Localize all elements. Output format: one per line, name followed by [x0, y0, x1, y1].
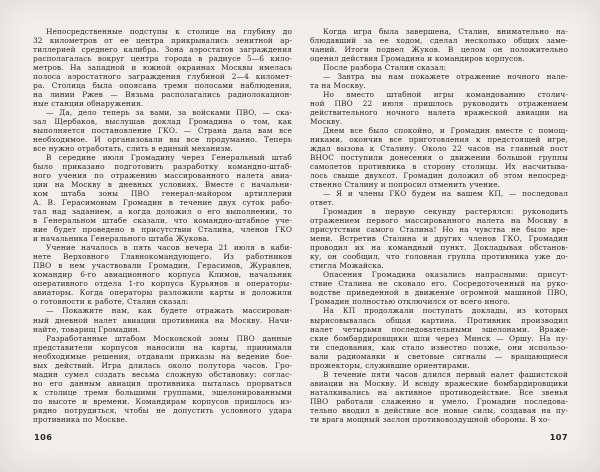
text-line: необходимые решения, отдавали приказы на ведение бое- [33, 351, 292, 361]
text-line: командир 6-го авиационного корпуса Климов, начальник [33, 270, 292, 280]
text-line: ный дневной налет авиации противника на Москву. Начи- [33, 315, 292, 325]
text-line: — Покажите нам, как будете отражать массирован- [46, 306, 292, 316]
text-line: оценил действия Громадина и командиров корпусов. [310, 54, 525, 64]
text-line: Разработанные штабом Московской зоны ПВО данные [46, 333, 292, 343]
text-line: действительного ночного налета вражеской авиации на [310, 108, 568, 118]
page-left-text-block [33, 27, 292, 424]
text-line: Непосредственные подступы к столице на глубину до [46, 27, 292, 36]
text-line: присутствии самого Сталина! Но на чувства не было вре- [310, 225, 568, 235]
text-line: нете Верховного Главнокомандующего. Из работников [33, 252, 292, 262]
text-line: ждал вызова к Сталину. Около 22 часов на главный пост [310, 144, 568, 154]
text-line: ра. Столица была опоясана тремя полосами наблюдения, [33, 81, 292, 91]
text-line: Громадин полностью отключился от всего иного. [310, 297, 511, 307]
paragraph [310, 189, 568, 207]
text-line: ствие Сталина не сковало его. Сосредоточенный на руко- [310, 279, 568, 289]
text-line: представители корпусов наносили на карты, принимали [33, 342, 292, 352]
paragraph [310, 270, 568, 306]
text-line: полоса аэростатного заграждения глубиной 2—4 километ- [33, 72, 292, 82]
text-line: мадин сумел создать весьма сложную обстановку: соглас- [33, 369, 292, 379]
text-line: авиаторы. Когда операторы разложили карты и доложили [33, 288, 292, 298]
text-line: — Да, дело теперь за вами, за войсками ПВО, — ска- [46, 108, 292, 118]
text-line: Москву. [310, 117, 343, 127]
paragraph [310, 126, 568, 189]
text-line: к столице тремя большими группами, эшелонированными [33, 387, 292, 397]
text-line: ного учения по отражению массированного налета авиа- [33, 171, 292, 181]
text-line: ку, он сообщил, что головная группа противника уже до- [310, 252, 568, 262]
text-line: А. В. Герасимовым Громадин в течение двух суток рабо- [33, 198, 292, 208]
text-line: ти следования, как стало известно позже, они использо- [310, 342, 568, 352]
text-line: Учение началось в пять часов вечера 21 июля в каби- [46, 243, 292, 253]
text-line: ти врага мощный заслон противовоздушной обороны. В хо- [310, 414, 550, 424]
text-line: В течение пяти часов длился первый налет фашистской [323, 369, 568, 379]
paragraph [33, 334, 292, 424]
text-line: Опасения Громадина оказались напрасными: присут- [323, 270, 568, 280]
text-line: ные станции обнаружения. [33, 99, 144, 109]
page-right-text-block [310, 27, 568, 424]
text-line: Но вместо штабной игры командованию столич- [323, 90, 568, 100]
paragraph [310, 207, 568, 270]
page-number-left: 106 [34, 432, 53, 442]
text-line: самолетов противника в сторону столицы. Их насчитыва- [310, 162, 568, 172]
text-line: все нужно отработать, слить в единый механизм. [33, 144, 233, 154]
text-line: но его данным авиация противника пыталась прорваться [33, 378, 292, 388]
text-line: ские бомбардировщики шли через Минск — Оршу. На пу- [310, 333, 568, 343]
text-line: зал Щербаков, выслушав доклад Громадина о том, как [33, 117, 292, 127]
text-line: ПВО в нем участвовали Громадин, Герасимов, Журавлев, [33, 261, 292, 271]
text-line: располагалась вокруг центра города в радиусе 5—6 кило- [33, 54, 292, 64]
text-line: В середине июля Громадину через Генеральный штаб [46, 153, 292, 163]
text-line: о готовности к работе, Сталин сказал: [33, 297, 189, 307]
text-line: наталкивались на активное противодействие. Все звенья [310, 387, 568, 397]
text-line: ком штаба зоны ПВО генерал-майором артиллерии [33, 189, 292, 199]
text-line: рядно потрудиться, чтобы не допустить условного удара [33, 405, 292, 415]
text-line: блюдавший за ее ходом, сделал несколько общих заме- [310, 36, 568, 46]
text-line: необходимое. И организовали вы все продуманно. Теперь [33, 135, 292, 145]
text-line: тельно вводил в действие все новые силы, создавая на пу- [310, 405, 568, 415]
paragraph [310, 370, 568, 424]
text-line: авиации на Москву. И всюду вражеские бомбардировщики [310, 378, 568, 388]
text-line: оперативного отдела 1-го корпуса Курьянов и операторы- [33, 279, 292, 289]
text-line: Когда игра была завершена, Сталин, внимательно на- [323, 27, 568, 36]
paragraph [33, 243, 292, 306]
paragraph [33, 27, 292, 108]
text-line: ственно Сталину и попросил отменить учение. [310, 180, 501, 190]
text-line: вырисовывалась общая картина. Противник производил [310, 315, 568, 325]
text-line: мени. Встретив Сталина и других членов ГКО, Громадин [310, 234, 568, 244]
paragraph [310, 27, 568, 63]
text-line: водстве приведенной в движение огромной машиной ПВО, [310, 288, 568, 298]
text-line: ответ. [310, 198, 335, 208]
text-line: ние будет проведено в присутствии Сталина, членов ГКО [33, 225, 292, 235]
text-line: и начальника Генерального штаба Жукова. [33, 234, 210, 244]
text-line: После разбора Сталин сказал: [323, 63, 447, 73]
text-line: — Я и члены ГКО будем на вашем КП, — последовал [323, 189, 568, 199]
text-line: чаний. Итоги подвел Жуков. В целом он положительно [310, 45, 568, 55]
text-line: ции на Москву в дневных условиях. Вместе с начальни- [33, 180, 292, 190]
text-line: метров. На западной и южной окраинах Москвы имелась [33, 63, 292, 73]
text-line: ПВО работали слаженно и умело. Громадин последова- [310, 396, 568, 406]
text-line: выполняется постановление ГКО. — Страна дала вам все [33, 126, 292, 136]
text-line: найте, товарищ Громадин. [33, 324, 141, 334]
text-line: по высоте и времени. Командирам корпусов пришлось из- [33, 396, 292, 406]
text-line: — Завтра вы нам покажете отражение ночного нале- [323, 72, 568, 82]
text-line: 32 километров от ее центра прикрывались зенитной ар- [33, 36, 292, 46]
paragraph [310, 72, 568, 90]
paragraph [310, 90, 568, 126]
page-number-right: 107 [549, 432, 568, 442]
text-line: на линии Ржев — Вязьма располагались радиолокацион- [33, 90, 292, 100]
text-line: вых действий. Игра длилась около полутора часов. Гро- [33, 360, 292, 370]
text-line: никами, окончив все приготовления к предстоящей игре, [310, 135, 568, 145]
text-line: проводил их на командный пункт. Докладывая обстанов- [310, 243, 568, 253]
text-line: вали радиомаяки и световые сигналы — вращающиеся [310, 351, 568, 361]
text-line: Днем все было спокойно, и Громадин вместе с помощ- [323, 126, 568, 136]
paragraph [33, 306, 292, 333]
text-line: та на Москву. [310, 81, 366, 91]
text-line: ной ПВО 22 июля пришлось руководить отражением [310, 99, 568, 109]
text-line: отражением первого массированного налета на Москву в [310, 216, 568, 226]
text-line: налет четырьмя последовательными эшелонами. Враже- [310, 324, 568, 334]
paragraph [33, 153, 292, 243]
text-line: в Генеральном штабе сказали, что командно-штабное уче- [33, 216, 292, 226]
paragraph [310, 306, 568, 369]
text-line: противника по Москве. [33, 414, 128, 424]
text-line: прожекторы, служившие ориентирами. [310, 360, 470, 370]
paragraph [33, 108, 292, 153]
text-line: На КП продолжали поступать доклады, из которых [323, 306, 568, 316]
paragraph [310, 63, 568, 72]
text-line: Громадин в первую секунду растерялся: руководить [323, 207, 568, 217]
text-line: было приказано подготовить разработку командно-штаб- [33, 162, 292, 172]
text-line: лось свыше двухсот. Громадин доложил об этом непосред- [310, 171, 568, 181]
text-line: стигла Можайска. [310, 261, 384, 271]
text-line: тиллерией среднего калибра. Зона аэростатов заграждения [33, 45, 292, 55]
text-line: тал над заданием, а когда доложил о его выполнении, то [33, 207, 292, 217]
text-line: ВНОС поступили донесения о движении большой группы [310, 153, 568, 163]
